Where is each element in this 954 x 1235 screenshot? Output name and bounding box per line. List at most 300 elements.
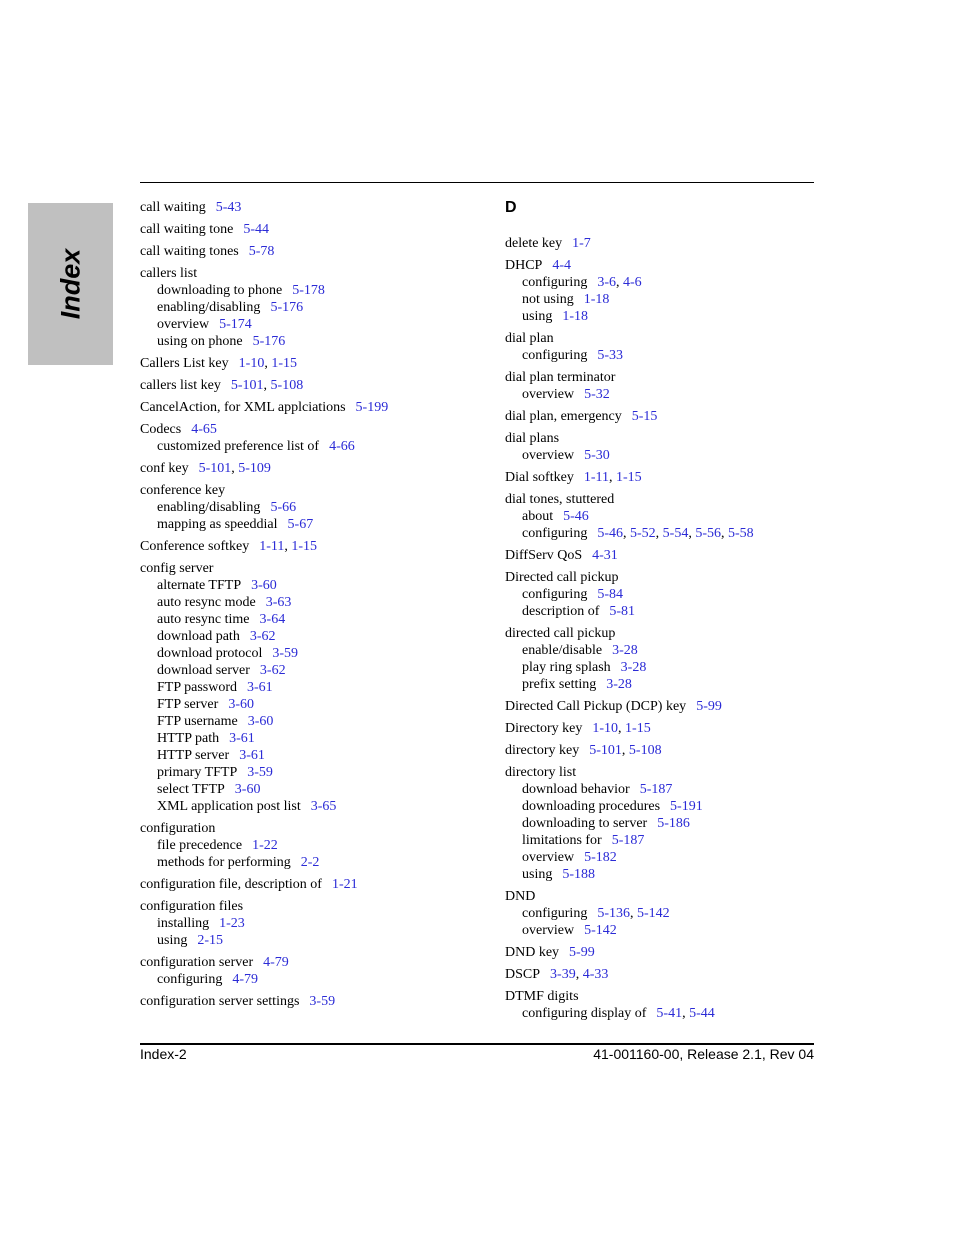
page-reference-link[interactable]: 4-79 (232, 972, 258, 987)
index-entry (140, 538, 480, 555)
page-reference-link[interactable]: 5-46 (597, 526, 623, 541)
subentry-term: XML application post list (157, 799, 301, 814)
index-entry-line (505, 742, 845, 759)
page-reference-link[interactable]: 5-41 (656, 1006, 683, 1021)
index-entry (505, 547, 845, 564)
page-reference-link[interactable]: 5-142 (637, 906, 670, 921)
index-entry (140, 377, 480, 394)
page-reference-link[interactable]: 5-54 (662, 526, 689, 541)
page-reference-link[interactable]: 1-7 (572, 236, 591, 251)
index-subentry (140, 932, 480, 949)
index-entry (505, 764, 845, 883)
index-entry (140, 993, 480, 1010)
ref-separator: , (621, 743, 629, 758)
subentry-term: configuring (522, 587, 588, 602)
entry-term: DND (505, 889, 536, 904)
index-entry (140, 954, 480, 988)
index-subentry (140, 915, 480, 932)
index-subentry (140, 628, 480, 645)
page-reference-link[interactable]: 3-60 (247, 714, 274, 729)
index-entry-line (140, 993, 480, 1010)
page-reference-link[interactable]: 4-4 (552, 258, 572, 273)
index-entry-line (505, 764, 845, 781)
index-subentry (140, 747, 480, 764)
entry-term: directed call pickup (505, 626, 616, 641)
index-entry (505, 235, 845, 252)
subentry-term: limitations for (522, 833, 602, 848)
index-subentry (505, 922, 845, 939)
index-subentry (140, 713, 480, 730)
entry-term: dial plans (505, 431, 560, 446)
index-entry (140, 243, 480, 260)
page-reference-link[interactable]: 5-109 (238, 461, 271, 476)
page-reference-link[interactable]: 5-187 (611, 833, 645, 848)
ref-separator: , (616, 275, 623, 290)
index-entry (140, 399, 480, 416)
page-reference-link[interactable]: 3-59 (309, 994, 336, 1009)
page-reference-link[interactable]: 4-33 (582, 967, 609, 982)
index-entry-line (505, 430, 845, 447)
subentry-term: about (522, 509, 554, 524)
page-reference-link[interactable]: 5-174 (219, 317, 252, 332)
entry-term: dial tones, stuttered (505, 492, 615, 507)
subentry-term: downloading to phone (157, 283, 283, 298)
page-reference-link[interactable]: 4-6 (623, 275, 642, 290)
index-column-right (505, 199, 845, 1027)
index-subentry (505, 386, 845, 403)
ref-separator: , (608, 470, 616, 485)
page-reference-link[interactable]: 3-63 (265, 595, 292, 610)
page-reference-link[interactable]: 3-39 (550, 967, 576, 982)
index-subentry (505, 849, 845, 866)
entry-term: configuration server settings (140, 994, 300, 1009)
index-entry-line (505, 330, 845, 347)
index-subentry (505, 508, 845, 525)
page-reference-link[interactable]: 5-46 (563, 509, 589, 524)
page-reference-link[interactable]: 5-187 (639, 782, 673, 797)
subentry-term: downloading to server (522, 816, 648, 831)
entry-term: conference key (140, 483, 226, 498)
side-tab-label: Index (55, 248, 85, 320)
entry-term: CancelAction, for XML applciations (140, 400, 346, 415)
entry-term: Directory key (505, 721, 583, 736)
subentry-term: using on phone (157, 334, 243, 349)
ref-separator: , (655, 526, 663, 541)
subentry-term: overview (522, 387, 575, 402)
index-entry-line (140, 221, 480, 238)
index-entry (505, 369, 845, 403)
subentry-term: FTP username (157, 714, 238, 729)
index-entry-line (140, 265, 480, 282)
subentry-term: configuring display of (522, 1006, 647, 1021)
subentry-term: enable/disable (522, 643, 603, 658)
index-subentry (140, 594, 480, 611)
index-subentry (505, 642, 845, 659)
index-entry (140, 355, 480, 372)
index-entry-line (140, 820, 480, 837)
page-reference-link[interactable]: 5-199 (355, 400, 389, 415)
page-reference-link[interactable]: 3-64 (259, 612, 286, 627)
subentry-term: FTP password (157, 680, 237, 695)
index-subentry (505, 347, 845, 364)
index-subentry (505, 603, 845, 620)
index-subentry (505, 274, 845, 291)
page-reference-link[interactable]: 3-62 (259, 663, 286, 678)
page-reference-link[interactable]: 3-60 (234, 782, 261, 797)
ref-separator: , (263, 378, 271, 393)
subentry-term: download path (157, 629, 240, 644)
page-reference-link[interactable]: 5-108 (628, 743, 662, 758)
ref-separator: , (618, 721, 626, 736)
subentry-term: download behavior (522, 782, 630, 797)
subentry-term: enabling/disabling (157, 300, 261, 315)
index-subentry (140, 645, 480, 662)
page-reference-link[interactable]: 1-10 (238, 356, 265, 371)
subentry-term: overview (522, 850, 575, 865)
index-entry-line (140, 399, 480, 416)
page-reference-link[interactable]: 1-15 (271, 356, 297, 371)
index-subentry (140, 854, 480, 871)
subentry-term: select TFTP (157, 782, 225, 797)
subentry-term: overview (522, 448, 575, 463)
index-subentry (140, 781, 480, 798)
page-reference-link[interactable]: 1-15 (291, 539, 318, 554)
ref-separator: , (623, 526, 630, 541)
index-subentry (505, 815, 845, 832)
index-subentry (140, 333, 480, 350)
subentry-term: configuring (522, 906, 588, 921)
subentry-term: not using (522, 292, 574, 307)
index-entry (140, 221, 480, 238)
index-subentry (505, 525, 845, 542)
index-subentry (140, 662, 480, 679)
entry-term: dial plan terminator (505, 370, 616, 385)
index-entry-line (140, 355, 480, 372)
page-reference-link[interactable]: 5-44 (243, 222, 269, 237)
page-reference-link[interactable]: 1-18 (583, 292, 610, 307)
subentry-term: overview (522, 923, 575, 938)
page-reference-link[interactable]: 3-28 (612, 643, 638, 658)
index-entry-line (505, 408, 845, 425)
index-subentry (140, 516, 480, 533)
index-subentry (505, 1005, 845, 1022)
page-reference-link[interactable]: 3-6 (597, 275, 616, 290)
page-reference-link[interactable]: 1-10 (592, 721, 619, 736)
page-reference-link[interactable]: 1-15 (625, 721, 651, 736)
index-entry-line (505, 491, 845, 508)
entry-term: DiffServ QoS (505, 548, 583, 563)
page-reference-link[interactable]: 5-176 (252, 334, 286, 349)
page-reference-link[interactable]: 3-65 (310, 799, 337, 814)
index-subentry (140, 282, 480, 299)
page-reference-link[interactable]: 5-84 (597, 587, 623, 602)
page-reference-link[interactable]: 3-28 (606, 677, 632, 692)
page-reference-link[interactable]: 5-78 (248, 244, 275, 259)
page-reference-link[interactable]: 3-61 (239, 748, 265, 763)
index-subentry (505, 291, 845, 308)
subentry-term: download protocol (157, 646, 263, 661)
index-subentry (505, 308, 845, 325)
subentry-term: description of (522, 604, 600, 619)
index-entry-line (505, 469, 845, 486)
index-subentry (140, 696, 480, 713)
page-reference-link[interactable]: 1-11 (583, 470, 609, 485)
page-reference-link[interactable]: 5-33 (597, 348, 623, 363)
page-reference-link[interactable]: 4-31 (592, 548, 618, 563)
subentry-term: HTTP server (157, 748, 230, 763)
index-subentry (140, 577, 480, 594)
entry-term: dial plan (505, 331, 554, 346)
page-reference-link[interactable]: 5-99 (696, 699, 722, 714)
ref-separator: , (630, 906, 637, 921)
page-reference-link[interactable]: 3-60 (228, 697, 254, 712)
index-entry (505, 408, 845, 425)
page-reference-link[interactable]: 3-59 (272, 646, 299, 661)
entry-term: call waiting tones (140, 244, 239, 259)
index-entry (505, 569, 845, 620)
page-reference-link[interactable]: 3-59 (247, 765, 273, 780)
entry-term: directory key (505, 743, 580, 758)
subentry-term: customized preference list of (157, 439, 320, 454)
page-reference-link[interactable]: 2-15 (197, 933, 224, 948)
index-entry-line (505, 966, 845, 983)
index-entry (140, 421, 480, 455)
index-entry-line (140, 377, 480, 394)
index-entry-line (140, 421, 480, 438)
index-entry (140, 265, 480, 350)
page-reference-link[interactable]: 5-101 (198, 461, 232, 476)
page-reference-link[interactable]: 5-178 (292, 283, 325, 298)
index-entry (505, 742, 845, 759)
index-entry-line (140, 538, 480, 555)
entry-term: Conference softkey (140, 539, 250, 554)
section-letter-d: D (505, 199, 517, 216)
subentry-term: primary TFTP (157, 765, 238, 780)
subentry-term: using (522, 309, 553, 324)
entry-term: Callers List key (140, 356, 229, 371)
index-subentry (140, 798, 480, 815)
index-subentry (505, 586, 845, 603)
index-entry-line (505, 888, 845, 905)
entry-term: directory list (505, 765, 577, 780)
page-reference-link[interactable]: 5-99 (569, 945, 595, 960)
index-entry-line (140, 482, 480, 499)
page-reference-link[interactable]: 1-15 (615, 470, 642, 485)
index-entry-line (505, 720, 845, 737)
entry-term: DND key (505, 945, 560, 960)
subentry-term: overview (157, 317, 210, 332)
page-reference-link[interactable]: 5-142 (584, 923, 617, 938)
index-entry (505, 888, 845, 939)
top-rule (140, 182, 814, 183)
index-entry-line (140, 560, 480, 577)
entry-term: call waiting (140, 200, 206, 215)
page-reference-link[interactable]: 5-52 (630, 526, 656, 541)
index-entries-d (505, 235, 845, 1022)
entry-term: Directed call pickup (505, 570, 619, 585)
page-reference-link[interactable]: 2-2 (300, 855, 320, 870)
index-entry-line (505, 569, 845, 586)
entry-term: Codecs (140, 422, 182, 437)
page-reference-link[interactable]: 4-79 (263, 955, 289, 970)
index-entry-line (140, 243, 480, 260)
entry-term: conf key (140, 461, 189, 476)
page-reference-link[interactable]: 1-23 (219, 916, 245, 931)
entry-term: DTMF digits (505, 989, 579, 1004)
index-subentry (140, 764, 480, 781)
index-entry-line (505, 257, 845, 274)
page-reference-link[interactable]: 5-30 (584, 448, 610, 463)
page-reference-link[interactable]: 5-182 (584, 850, 617, 865)
index-entry (140, 460, 480, 477)
index-subentry (505, 676, 845, 693)
page-reference-link[interactable]: 5-136 (597, 906, 630, 921)
index-subentry (140, 611, 480, 628)
subentry-term: enabling/disabling (157, 500, 261, 515)
index-subentry (505, 798, 845, 815)
subentry-term: HTTP path (157, 731, 220, 746)
index-entry (505, 469, 845, 486)
ref-separator: , (575, 967, 583, 982)
subentry-term: installing (157, 916, 210, 931)
page-reference-link[interactable]: 5-176 (270, 300, 304, 315)
subentry-term: auto resync mode (157, 595, 256, 610)
entry-term: dial plan, emergency (505, 409, 622, 424)
ref-separator: , (682, 1006, 690, 1021)
entry-term: config server (140, 561, 214, 576)
page-reference-link[interactable]: 3-61 (229, 731, 255, 746)
subentry-term: using (157, 933, 188, 948)
entry-term: configuration (140, 821, 216, 836)
index-entry (505, 330, 845, 364)
page-reference-link[interactable]: 3-62 (249, 629, 276, 644)
index-entry (505, 257, 845, 325)
index-subentry (140, 499, 480, 516)
subentry-term: configuring (522, 526, 588, 541)
subentry-term: download server (157, 663, 250, 678)
index-side-tab (28, 203, 113, 365)
subentry-term: using (522, 867, 553, 882)
entry-term: configuration file, description of (140, 877, 322, 892)
index-subentry (505, 659, 845, 676)
index-entry (140, 199, 480, 216)
page-reference-link[interactable]: 3-28 (620, 660, 647, 675)
page-reference-link[interactable]: 5-44 (689, 1006, 715, 1021)
index-subentry (505, 832, 845, 849)
page-reference-link[interactable]: 5-186 (657, 816, 690, 831)
index-subentry (140, 299, 480, 316)
subentry-term: mapping as speeddial (157, 517, 278, 532)
index-entry (505, 988, 845, 1022)
index-entry-line (505, 944, 845, 961)
index-column-left (140, 199, 480, 1015)
subentry-term: methods for performing (157, 855, 291, 870)
subentry-term: auto resync time (157, 612, 250, 627)
page-reference-link[interactable]: 4-66 (329, 439, 355, 454)
index-subentry (140, 316, 480, 333)
page-reference-link[interactable]: 1-21 (331, 877, 358, 892)
subentry-term: FTP server (157, 697, 219, 712)
footer-page-number: Index-2 (140, 1046, 187, 1062)
index-entry (505, 698, 845, 715)
page-reference-link[interactable]: 1-18 (562, 309, 589, 324)
subentry-term: file precedence (157, 838, 243, 853)
page-reference-link[interactable]: 5-108 (270, 378, 304, 393)
ref-separator: , (721, 526, 729, 541)
bottom-rule (140, 1043, 814, 1045)
entry-term: DSCP (505, 967, 541, 982)
entry-term: configuration files (140, 899, 244, 914)
index-entry (140, 898, 480, 949)
entry-term: configuration server (140, 955, 254, 970)
subentry-term: downloading procedures (522, 799, 661, 814)
page-reference-link[interactable]: 5-43 (215, 200, 242, 215)
page-reference-link[interactable]: 5-67 (287, 517, 314, 532)
entry-term: Directed Call Pickup (DCP) key (505, 699, 687, 714)
page-reference-link[interactable]: 4-65 (191, 422, 217, 437)
index-subentry (505, 781, 845, 798)
index-entry-line (505, 235, 845, 252)
index-entry-line (140, 898, 480, 915)
index-entry-line (140, 460, 480, 477)
page-reference-link[interactable]: 5-101 (230, 378, 264, 393)
page-reference-link[interactable]: 5-101 (589, 743, 622, 758)
index-subentry (140, 679, 480, 696)
page-reference-link[interactable]: 5-58 (728, 526, 754, 541)
page-reference-link[interactable]: 5-15 (631, 409, 658, 424)
index-entry (505, 625, 845, 693)
index-subentry (140, 438, 480, 455)
index-subentry (505, 905, 845, 922)
index-entry (505, 720, 845, 737)
subentry-term: prefix setting (522, 677, 597, 692)
subentry-term: alternate TFTP (157, 578, 242, 593)
index-subentry (140, 730, 480, 747)
subentry-term: configuring (157, 972, 223, 987)
page-reference-link[interactable]: 3-61 (247, 680, 273, 695)
index-entry (140, 876, 480, 893)
subentry-term: configuring (522, 275, 588, 290)
entry-term: DHCP (505, 258, 543, 273)
ref-separator: , (264, 356, 272, 371)
page-reference-link[interactable]: 5-81 (609, 604, 636, 619)
page-reference-link[interactable]: 1-22 (252, 838, 278, 853)
index-entry-line (505, 698, 845, 715)
entry-term: delete key (505, 236, 563, 251)
subentry-term: configuring (522, 348, 588, 363)
entry-term: callers list (140, 266, 198, 281)
index-entry (140, 560, 480, 815)
page-reference-link[interactable]: 5-191 (670, 799, 703, 814)
index-subentry (140, 837, 480, 854)
footer-document-id: 41-001160-00, Release 2.1, Rev 04 (593, 1046, 814, 1062)
ref-separator: , (231, 461, 239, 476)
index-entry-line (140, 954, 480, 971)
page-reference-link[interactable]: 3-60 (251, 578, 277, 593)
entry-term: Dial softkey (505, 470, 574, 485)
page-reference-link[interactable]: 5-188 (562, 867, 596, 882)
index-subentry (505, 866, 845, 883)
index-entry-line (140, 876, 480, 893)
page-reference-link[interactable]: 5-66 (270, 500, 297, 515)
page-reference-link[interactable]: 5-32 (584, 387, 610, 402)
entry-term: callers list key (140, 378, 221, 393)
page-reference-link[interactable]: 1-11 (259, 539, 285, 554)
page-reference-link[interactable]: 5-56 (695, 526, 722, 541)
entry-term: call waiting tone (140, 222, 234, 237)
index-subentry (505, 447, 845, 464)
ref-separator: , (284, 539, 292, 554)
